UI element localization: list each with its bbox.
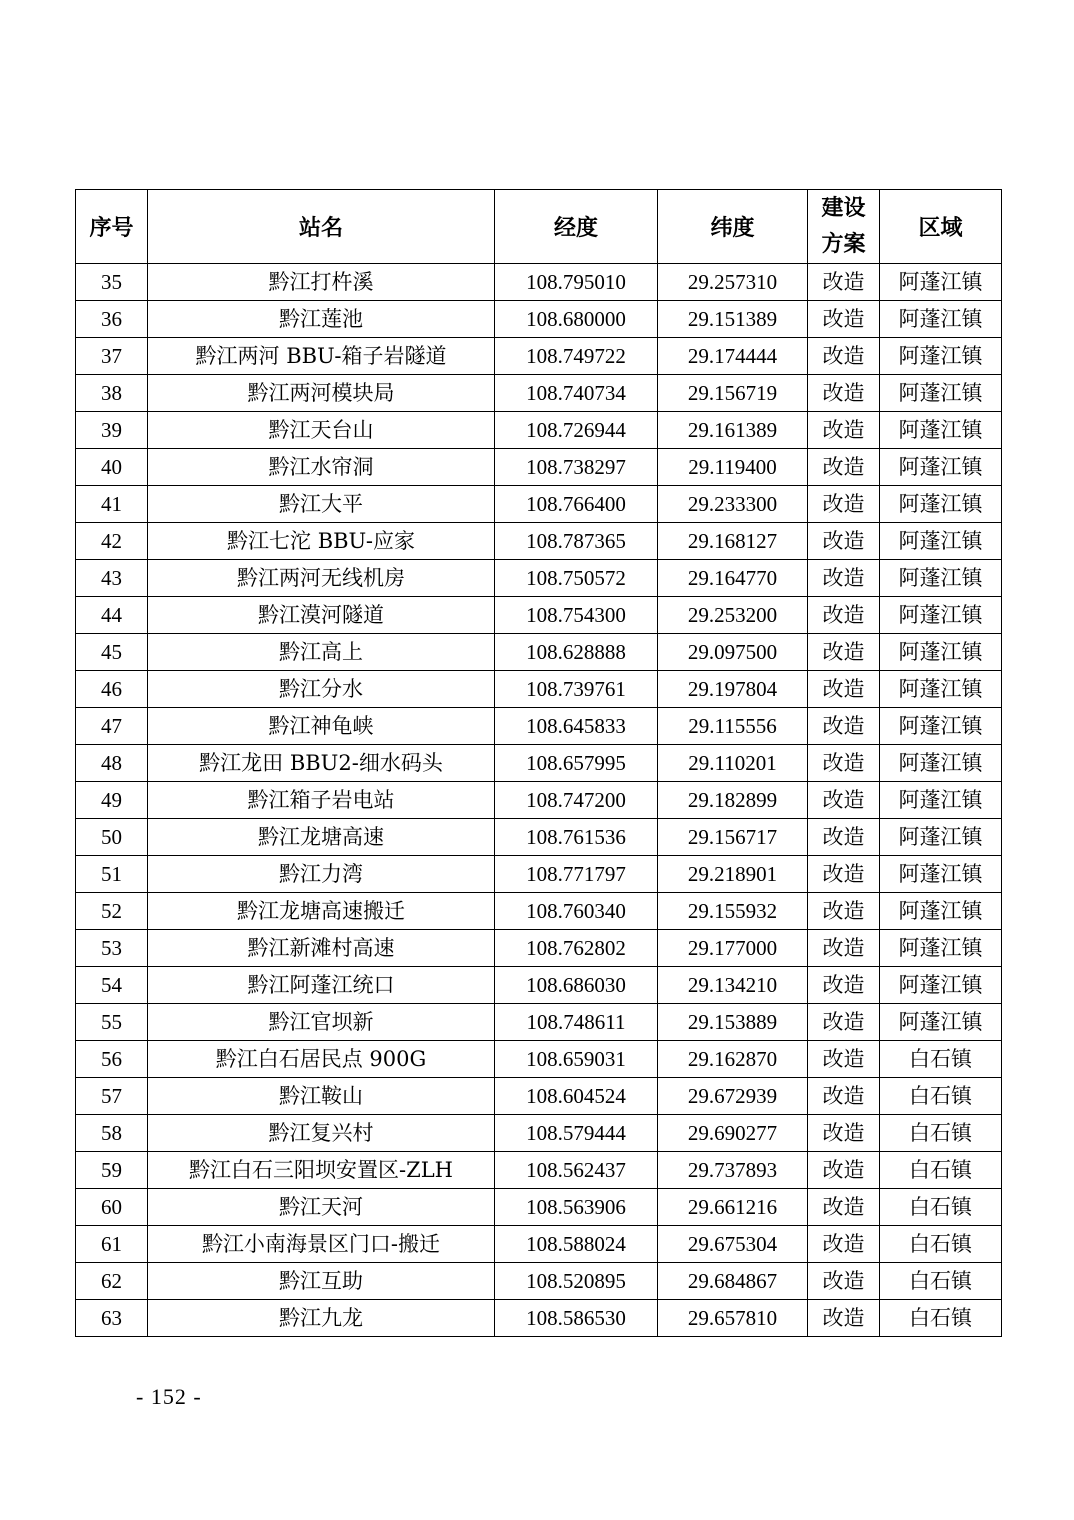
cell-lon: 108.787365 — [495, 523, 658, 560]
cell-lat: 29.182899 — [658, 782, 808, 819]
header-name: 站名 — [148, 190, 495, 264]
cell-name: 黔江鞍山 — [148, 1078, 495, 1115]
cell-lon: 108.761536 — [495, 819, 658, 856]
cell-region: 阿蓬江镇 — [880, 634, 1002, 671]
cell-region: 阿蓬江镇 — [880, 1004, 1002, 1041]
cell-region: 阿蓬江镇 — [880, 708, 1002, 745]
cell-lon: 108.738297 — [495, 449, 658, 486]
cell-seq: 54 — [76, 967, 148, 1004]
cell-region: 白石镇 — [880, 1078, 1002, 1115]
site-table — [75, 189, 1002, 1337]
cell-lon: 108.771797 — [495, 856, 658, 893]
cell-plan: 改造 — [808, 1300, 880, 1337]
table-row — [76, 1189, 1002, 1226]
cell-name: 黔江天河 — [148, 1189, 495, 1226]
cell-lat: 29.161389 — [658, 412, 808, 449]
header-seq: 序号 — [76, 190, 148, 264]
table-row — [76, 597, 1002, 634]
cell-plan: 改造 — [808, 893, 880, 930]
table-row — [76, 1300, 1002, 1337]
cell-lon: 108.645833 — [495, 708, 658, 745]
table-row — [76, 671, 1002, 708]
cell-region: 白石镇 — [880, 1189, 1002, 1226]
cell-region: 阿蓬江镇 — [880, 301, 1002, 338]
cell-plan: 改造 — [808, 264, 880, 301]
cell-lat: 29.097500 — [658, 634, 808, 671]
cell-lat: 29.155932 — [658, 893, 808, 930]
cell-lat: 29.162870 — [658, 1041, 808, 1078]
cell-lat: 29.218901 — [658, 856, 808, 893]
cell-plan: 改造 — [808, 1004, 880, 1041]
cell-plan: 改造 — [808, 1189, 880, 1226]
cell-lat: 29.690277 — [658, 1115, 808, 1152]
cell-region: 阿蓬江镇 — [880, 597, 1002, 634]
cell-seq: 47 — [76, 708, 148, 745]
cell-lon: 108.680000 — [495, 301, 658, 338]
cell-plan: 改造 — [808, 523, 880, 560]
cell-lon: 108.754300 — [495, 597, 658, 634]
cell-plan: 改造 — [808, 1263, 880, 1300]
table-row — [76, 634, 1002, 671]
table-row — [76, 523, 1002, 560]
cell-region: 白石镇 — [880, 1041, 1002, 1078]
cell-seq: 51 — [76, 856, 148, 893]
table-row — [76, 930, 1002, 967]
cell-seq: 46 — [76, 671, 148, 708]
cell-plan: 改造 — [808, 1152, 880, 1189]
cell-plan: 改造 — [808, 819, 880, 856]
cell-name: 黔江白石三阳坝安置区-ZLH — [148, 1152, 495, 1189]
cell-plan: 改造 — [808, 1078, 880, 1115]
cell-lat: 29.177000 — [658, 930, 808, 967]
cell-lat: 29.110201 — [658, 745, 808, 782]
cell-lon: 108.740734 — [495, 375, 658, 412]
cell-name: 黔江分水 — [148, 671, 495, 708]
cell-lat: 29.153889 — [658, 1004, 808, 1041]
cell-lat: 29.156717 — [658, 819, 808, 856]
cell-seq: 49 — [76, 782, 148, 819]
cell-name: 黔江小南海景区门口-搬迁 — [148, 1226, 495, 1263]
cell-lon: 108.588024 — [495, 1226, 658, 1263]
cell-name: 黔江莲池 — [148, 301, 495, 338]
cell-seq: 48 — [76, 745, 148, 782]
cell-name: 黔江水帘洞 — [148, 449, 495, 486]
cell-region: 白石镇 — [880, 1115, 1002, 1152]
table-row — [76, 819, 1002, 856]
cell-plan: 改造 — [808, 967, 880, 1004]
cell-region: 白石镇 — [880, 1152, 1002, 1189]
table-row — [76, 745, 1002, 782]
table-row — [76, 1041, 1002, 1078]
cell-seq: 53 — [76, 930, 148, 967]
cell-region: 阿蓬江镇 — [880, 560, 1002, 597]
cell-plan: 改造 — [808, 449, 880, 486]
cell-seq: 58 — [76, 1115, 148, 1152]
cell-region: 阿蓬江镇 — [880, 819, 1002, 856]
cell-lon: 108.748611 — [495, 1004, 658, 1041]
cell-seq: 36 — [76, 301, 148, 338]
cell-seq: 55 — [76, 1004, 148, 1041]
table-row — [76, 1263, 1002, 1300]
cell-region: 阿蓬江镇 — [880, 782, 1002, 819]
cell-seq: 37 — [76, 338, 148, 375]
cell-region: 白石镇 — [880, 1226, 1002, 1263]
table-row — [76, 375, 1002, 412]
cell-seq: 44 — [76, 597, 148, 634]
cell-lon: 108.579444 — [495, 1115, 658, 1152]
cell-seq: 61 — [76, 1226, 148, 1263]
cell-lat: 29.684867 — [658, 1263, 808, 1300]
cell-plan: 改造 — [808, 486, 880, 523]
cell-name: 黔江互助 — [148, 1263, 495, 1300]
cell-lat: 29.253200 — [658, 597, 808, 634]
cell-region: 阿蓬江镇 — [880, 264, 1002, 301]
cell-seq: 40 — [76, 449, 148, 486]
header-plan — [808, 190, 880, 264]
header-region: 区域 — [880, 190, 1002, 264]
cell-lon: 108.750572 — [495, 560, 658, 597]
cell-plan: 改造 — [808, 930, 880, 967]
cell-seq: 56 — [76, 1041, 148, 1078]
cell-name: 黔江新滩村高速 — [148, 930, 495, 967]
cell-region: 阿蓬江镇 — [880, 930, 1002, 967]
header-plan-line1: 建设 — [821, 195, 866, 221]
cell-region: 阿蓬江镇 — [880, 671, 1002, 708]
cell-name: 黔江两河模块局 — [148, 375, 495, 412]
cell-name: 黔江高上 — [148, 634, 495, 671]
cell-plan: 改造 — [808, 708, 880, 745]
cell-lon: 108.760340 — [495, 893, 658, 930]
table-row — [76, 264, 1002, 301]
cell-name: 黔江官坝新 — [148, 1004, 495, 1041]
cell-name: 黔江龙塘高速 — [148, 819, 495, 856]
table-row — [76, 1115, 1002, 1152]
cell-lon: 108.739761 — [495, 671, 658, 708]
cell-name: 黔江龙塘高速搬迁 — [148, 893, 495, 930]
table-row — [76, 486, 1002, 523]
cell-seq: 60 — [76, 1189, 148, 1226]
cell-region: 阿蓬江镇 — [880, 856, 1002, 893]
cell-name: 黔江箱子岩电站 — [148, 782, 495, 819]
table-row — [76, 893, 1002, 930]
cell-lon: 108.795010 — [495, 264, 658, 301]
cell-lat: 29.119400 — [658, 449, 808, 486]
cell-lat: 29.156719 — [658, 375, 808, 412]
cell-plan: 改造 — [808, 301, 880, 338]
cell-region: 阿蓬江镇 — [880, 967, 1002, 1004]
cell-lat: 29.257310 — [658, 264, 808, 301]
cell-name: 黔江九龙 — [148, 1300, 495, 1337]
cell-region: 阿蓬江镇 — [880, 523, 1002, 560]
cell-plan: 改造 — [808, 671, 880, 708]
cell-lat: 29.661216 — [658, 1189, 808, 1226]
cell-lon: 108.726944 — [495, 412, 658, 449]
cell-name: 黔江白石居民点 900G — [148, 1041, 495, 1078]
table-row — [76, 856, 1002, 893]
cell-seq: 38 — [76, 375, 148, 412]
cell-plan: 改造 — [808, 375, 880, 412]
cell-name: 黔江神龟峡 — [148, 708, 495, 745]
table-row — [76, 782, 1002, 819]
cell-lat: 29.151389 — [658, 301, 808, 338]
cell-name: 黔江龙田 BBU2-细水码头 — [148, 745, 495, 782]
cell-region: 白石镇 — [880, 1263, 1002, 1300]
cell-seq: 63 — [76, 1300, 148, 1337]
cell-region: 阿蓬江镇 — [880, 893, 1002, 930]
cell-lat: 29.233300 — [658, 486, 808, 523]
cell-lon: 108.747200 — [495, 782, 658, 819]
table-row — [76, 708, 1002, 745]
cell-lon: 108.659031 — [495, 1041, 658, 1078]
cell-lon: 108.657995 — [495, 745, 658, 782]
table-header — [76, 190, 1002, 264]
cell-seq: 45 — [76, 634, 148, 671]
cell-region: 阿蓬江镇 — [880, 412, 1002, 449]
cell-plan: 改造 — [808, 782, 880, 819]
cell-plan: 改造 — [808, 745, 880, 782]
cell-lat: 29.672939 — [658, 1078, 808, 1115]
cell-seq: 39 — [76, 412, 148, 449]
header-lat: 纬度 — [658, 190, 808, 264]
cell-name: 黔江漠河隧道 — [148, 597, 495, 634]
cell-seq: 52 — [76, 893, 148, 930]
cell-lon: 108.766400 — [495, 486, 658, 523]
cell-lon: 108.563906 — [495, 1189, 658, 1226]
table-row — [76, 1004, 1002, 1041]
cell-seq: 57 — [76, 1078, 148, 1115]
cell-lat: 29.657810 — [658, 1300, 808, 1337]
cell-lat: 29.115556 — [658, 708, 808, 745]
cell-lat: 29.168127 — [658, 523, 808, 560]
cell-lat: 29.174444 — [658, 338, 808, 375]
cell-lat: 29.164770 — [658, 560, 808, 597]
cell-seq: 50 — [76, 819, 148, 856]
cell-region: 阿蓬江镇 — [880, 375, 1002, 412]
cell-lon: 108.586530 — [495, 1300, 658, 1337]
table-row — [76, 1152, 1002, 1189]
header-lon: 经度 — [495, 190, 658, 264]
cell-seq: 41 — [76, 486, 148, 523]
header-plan-line2: 方案 — [821, 231, 866, 257]
table-row — [76, 967, 1002, 1004]
cell-name: 黔江七沱 BBU-应家 — [148, 523, 495, 560]
cell-seq: 43 — [76, 560, 148, 597]
cell-plan: 改造 — [808, 560, 880, 597]
cell-seq: 35 — [76, 264, 148, 301]
cell-seq: 62 — [76, 1263, 148, 1300]
cell-plan: 改造 — [808, 1041, 880, 1078]
cell-plan: 改造 — [808, 597, 880, 634]
table-row — [76, 338, 1002, 375]
cell-region: 阿蓬江镇 — [880, 338, 1002, 375]
cell-name: 黔江两河无线机房 — [148, 560, 495, 597]
cell-lat: 29.737893 — [658, 1152, 808, 1189]
cell-lon: 108.686030 — [495, 967, 658, 1004]
cell-lat: 29.134210 — [658, 967, 808, 1004]
cell-name: 黔江大平 — [148, 486, 495, 523]
cell-plan: 改造 — [808, 1226, 880, 1263]
table-row — [76, 301, 1002, 338]
cell-lon: 108.762802 — [495, 930, 658, 967]
table-row — [76, 1078, 1002, 1115]
cell-lon: 108.562437 — [495, 1152, 658, 1189]
cell-plan: 改造 — [808, 1115, 880, 1152]
table-row — [76, 412, 1002, 449]
cell-seq: 59 — [76, 1152, 148, 1189]
cell-lon: 108.604524 — [495, 1078, 658, 1115]
cell-name: 黔江力湾 — [148, 856, 495, 893]
cell-name: 黔江打杵溪 — [148, 264, 495, 301]
cell-lat: 29.197804 — [658, 671, 808, 708]
cell-region: 阿蓬江镇 — [880, 486, 1002, 523]
cell-name: 黔江天台山 — [148, 412, 495, 449]
cell-region: 阿蓬江镇 — [880, 745, 1002, 782]
cell-lon: 108.749722 — [495, 338, 658, 375]
table-row — [76, 449, 1002, 486]
cell-seq: 42 — [76, 523, 148, 560]
table-body — [76, 264, 1002, 1337]
cell-lat: 29.675304 — [658, 1226, 808, 1263]
cell-plan: 改造 — [808, 634, 880, 671]
cell-name: 黔江两河 BBU-箱子岩隧道 — [148, 338, 495, 375]
table-row — [76, 1226, 1002, 1263]
header-row — [76, 190, 1002, 264]
cell-name: 黔江复兴村 — [148, 1115, 495, 1152]
cell-region: 阿蓬江镇 — [880, 449, 1002, 486]
table-row — [76, 560, 1002, 597]
page-number: - 152 - — [136, 1384, 202, 1409]
cell-lon: 108.628888 — [495, 634, 658, 671]
cell-plan: 改造 — [808, 856, 880, 893]
cell-plan: 改造 — [808, 338, 880, 375]
cell-lon: 108.520895 — [495, 1263, 658, 1300]
cell-region: 白石镇 — [880, 1300, 1002, 1337]
cell-plan: 改造 — [808, 412, 880, 449]
cell-name: 黔江阿蓬江统口 — [148, 967, 495, 1004]
